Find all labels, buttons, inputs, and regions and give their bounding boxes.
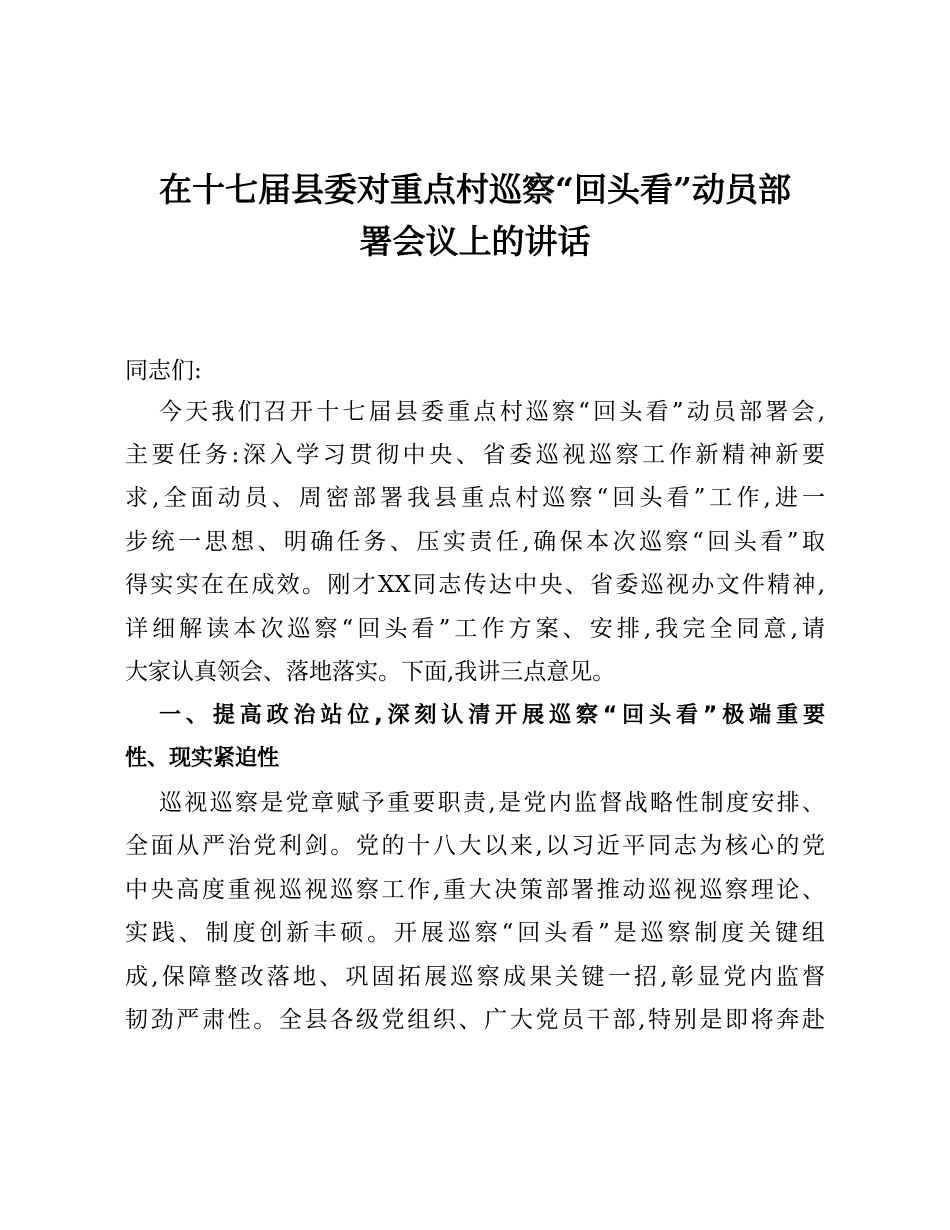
intro-line: 求,全面动员、周密部署我县重点村巡察“回头看”工作,进一 (125, 485, 825, 511)
intro-line: 详细解读本次巡察“回头看”工作方案、安排,我完全同意,请 (125, 616, 825, 642)
document-title-line-1: 在十七届县委对重点村巡察“回头看”动员部 (159, 170, 791, 209)
intro-line: 主要任务:深入学习贯彻中央、省委巡视巡察工作新精神新要 (125, 442, 825, 468)
intro-line: 步统一思想、明确任务、压实责任,确保本次巡察“回头看”取 (125, 529, 825, 555)
section-heading-line: 一、提高政治站位,深刻认清开展巡察“回头看”极端重要 (159, 703, 825, 728)
intro-line: 今天我们召开十七届县委重点村巡察“回头看”动员部署会, (159, 399, 825, 425)
section-body-line: 中央高度重视巡视巡察工作,重大决策部署推动巡视巡察理论、 (125, 877, 825, 903)
section-body-line: 成,保障整改落地、巩固拓展巡察成果关键一招,彰显党内监督 (125, 964, 825, 990)
section-body-line: 全面从严治党利剑。党的十八大以来,以习近平同志为核心的党 (125, 833, 825, 859)
section-body-line: 实践、制度创新丰硕。开展巡察“回头看”是巡察制度关键组 (125, 920, 825, 946)
intro-line: 得实实在在成效。刚才XX同志传达中央、省委巡视办文件精神, (125, 572, 825, 598)
intro-line: 大家认真领会、落地落实。下面,我讲三点意见。 (125, 659, 616, 685)
salutation: 同志们: (125, 358, 202, 384)
section-body-line: 巡视巡察是党章赋予重要职责,是党内监督战略性制度安排、 (159, 790, 825, 816)
section-heading-line: 性、现实紧迫性 (125, 746, 280, 771)
section-body-line: 韧劲严肃性。全县各级党组织、广大党员干部,特别是即将奔赴 (125, 1007, 825, 1033)
document-title-line-2: 署会议上的讲话 (359, 222, 591, 261)
